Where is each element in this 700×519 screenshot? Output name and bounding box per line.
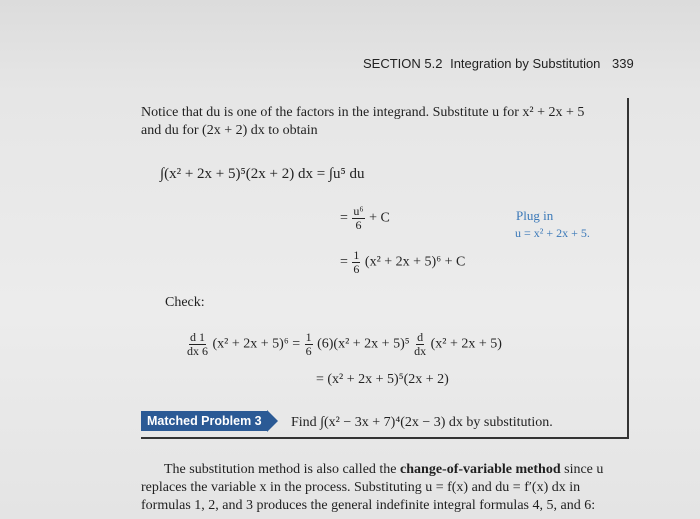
badge-arrow-icon: [267, 410, 278, 432]
check-line-2: = (x² + 2x + 5)⁵(2x + 2): [316, 372, 449, 387]
derivation-step-3: = $\frac{1}{6}$ (x² + 2x + 5)⁶ + C: [340, 248, 466, 276]
matched-problem-underline: [141, 437, 629, 439]
plug-in-expression: u = x² + 2x + 5.: [515, 226, 590, 240]
fraction-one-sixth: $\frac{1}{6}$: [353, 248, 360, 276]
check-label: Check:: [165, 295, 205, 310]
derivation-step-2: = $\frac{\text{u⁶}}{6}$ + C: [340, 204, 390, 232]
page-number: 339: [612, 56, 634, 71]
matched-problem-badge: [141, 410, 278, 432]
closing-line-3: formulas 1, 2, and 3 produces the general indefinite integral formulas 4, 5, and 6:: [141, 498, 596, 513]
plug-in-label: Plug in: [516, 208, 554, 223]
matched-problem-text: Find ∫(x² − 3x + 7)⁴(2x − 3) dx by substitution.: [291, 415, 553, 430]
closing-line-2: replaces the variable x in the process. Substituting u = f(x) and du = f′(x) dx in: [141, 480, 581, 495]
d-dx-operator-2: $\frac{d}{dx}$: [414, 330, 427, 358]
closing-line-1: The substitution method is also called the change-of-variable method since u: [164, 462, 604, 477]
section-header: [363, 56, 600, 71]
fraction-one-sixth-check: $\frac{1}{6}$: [305, 330, 312, 358]
d-dx-operator: $\frac{d 1}{dx 6}$: [187, 330, 208, 358]
check-line-1: $\frac{d 1}{dx 6}$ (x² + 2x + 5)⁶ = $\frac{1}{6}$ (6)(x² + 2x + 5)⁵ $\frac{d}{dx}$ (x² + 2x + 5): [187, 330, 502, 358]
section-title: Integration by Substitution: [450, 56, 601, 71]
change-of-variable-term: change-of-variable method: [400, 462, 561, 477]
fraction-u6-over-6: $\frac{\text{u⁶}}{6}$: [353, 204, 364, 232]
section-number: SECTION 5.2: [363, 56, 443, 71]
intro-line-1: Notice that du is one of the factors in the integrand. Substitute u for x² + 2x + 5: [141, 105, 585, 120]
margin-rule: [627, 98, 629, 438]
intro-line-2: and du for (2x + 2) dx to obtain: [141, 123, 318, 138]
integral-equation: ∫(x² + 2x + 5)⁵(2x + 2) dx = ∫u⁵ du: [160, 166, 365, 182]
matched-problem-label: Matched Problem 3: [141, 411, 267, 431]
